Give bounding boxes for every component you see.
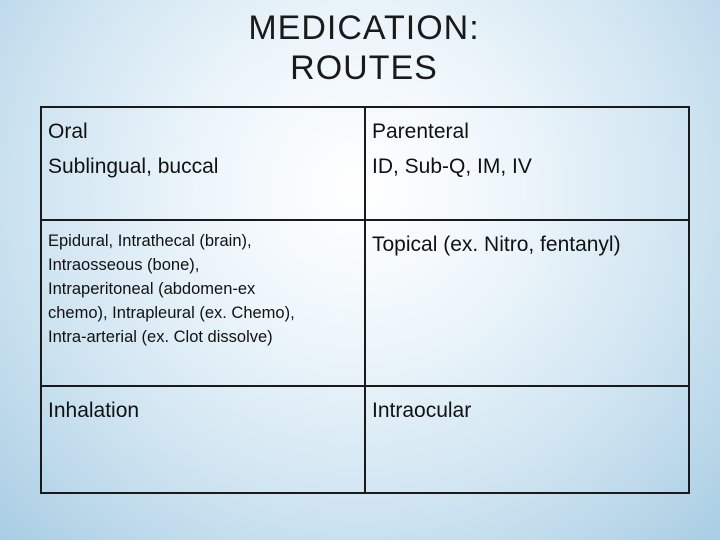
cell-text: Intraocular <box>372 399 472 422</box>
title-line-2: ROUTES <box>290 49 438 87</box>
cell-text: ID, Sub-Q, IM, IV <box>372 155 532 178</box>
table-cell-intraocular <box>365 386 689 493</box>
routes-table <box>40 106 690 494</box>
table-cell-inhalation <box>41 386 365 493</box>
table-row <box>41 107 689 220</box>
table-cell-topical <box>365 220 689 386</box>
cell-text: Intra-arterial (ex. Clot dissolve) <box>48 328 273 346</box>
cell-text: Oral <box>48 120 88 143</box>
slide-title <box>0 8 720 88</box>
cell-text: Inhalation <box>48 399 140 422</box>
table-cell-epidural <box>41 220 365 386</box>
cell-text: Intraosseous (bone), <box>48 256 200 274</box>
title-line-1: MEDICATION: <box>248 9 480 47</box>
table-cell-parenteral <box>365 107 689 220</box>
cell-text: Sublingual, buccal <box>48 155 219 178</box>
table-row <box>41 386 689 493</box>
table-cell-oral <box>41 107 365 220</box>
cell-text: Topical (ex. Nitro, fentanyl) <box>372 233 621 256</box>
cell-text: Epidural, Intrathecal (brain), <box>48 232 252 250</box>
cell-paragraph <box>48 227 358 349</box>
table-row <box>41 220 689 386</box>
cell-text: chemo), Intrapleural (ex. Chemo), <box>48 304 295 322</box>
cell-text: Parenteral <box>372 120 469 143</box>
cell-text: Intraperitoneal (abdomen-ex <box>48 280 256 298</box>
